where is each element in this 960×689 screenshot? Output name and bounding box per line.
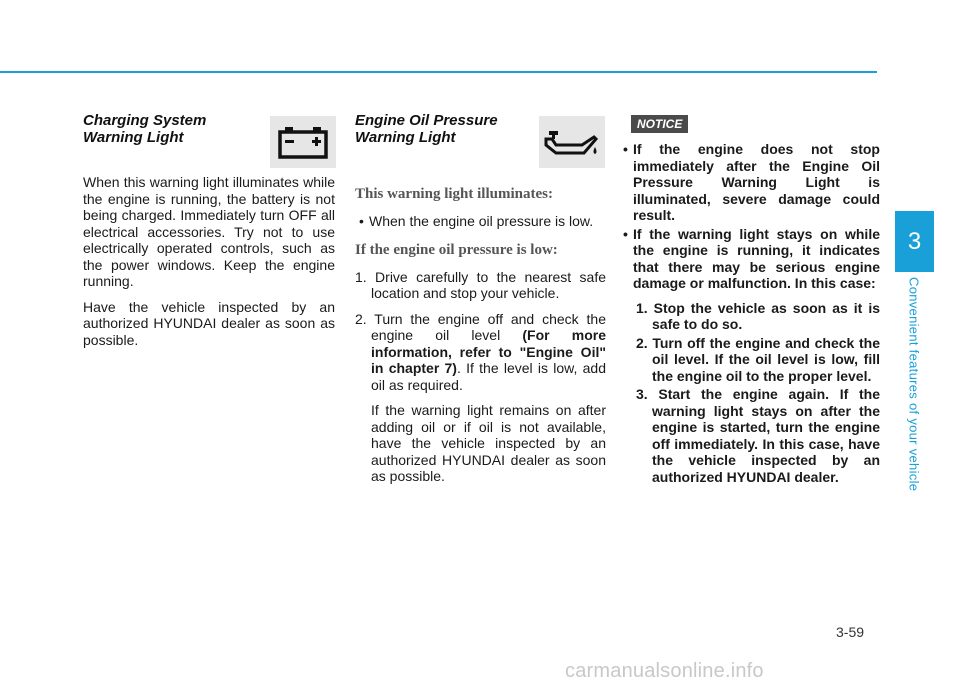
notice-steps <box>614 300 880 486</box>
illuminates-list <box>355 213 606 230</box>
notice-step-2: 2. Turn off the engine and check the oil level. If the oil level is low, fill the engine oil to the proper level. <box>636 334 880 384</box>
dealer-advice: Have the vehicle inspected by an authorized HYUNDAI dealer as soon as possible. <box>83 298 335 348</box>
list-item: • If the engine does not stop immediately after the Engine Oil Pressure Warning Light is illuminated, severe damage could result. <box>614 141 880 224</box>
chapter-title <box>901 277 927 497</box>
notice-badge: NOTICE <box>631 115 688 133</box>
title-line-1: Charging System <box>83 112 207 129</box>
notice-step-3: 3. Start the engine again. If the warning light stays on after the engine is started, turn the engine off immediately. In this case, have the vehicle inspected by an authorized HYUNDAI dealer. <box>636 386 880 485</box>
oil-can-icon <box>539 116 605 168</box>
low-pressure-steps <box>355 269 606 394</box>
notice-step-1: 1. Stop the vehicle as soon as it is safe to do so. <box>636 299 880 332</box>
page-number: 3-59 <box>836 624 865 640</box>
low-pressure-heading: If the engine oil pressure is low: <box>355 241 558 258</box>
step-2 <box>355 311 606 394</box>
list-item: • When the engine oil pressure is low. <box>355 213 606 230</box>
title-line-1: Engine Oil Pressure <box>355 112 498 129</box>
watermark: carmanualsonline.info <box>565 660 764 682</box>
battery-icon <box>270 116 336 168</box>
notice-section <box>614 108 880 487</box>
step-2-text: 2. Turn the engine off and check the engine oil level <box>355 310 606 343</box>
list-item: • If the warning light stays on while the engine is running, it indicates that there may be serious engine damage or malfunction. In this case: <box>614 226 880 292</box>
engine-oil-section <box>355 108 606 494</box>
title-line-2: Warning Light <box>355 129 456 146</box>
step-2-text-end: . If the level is low, add oil as required. <box>371 360 606 393</box>
section-header <box>83 112 335 174</box>
section-header <box>355 112 606 174</box>
step-2-reference: (For more information, refer to "Engine Oil" in chapter 7) <box>371 327 606 376</box>
chapter-tab: 3 <box>895 211 934 272</box>
header-rule <box>0 71 877 73</box>
chapter-title-text: Convenient features of your vehicle <box>906 277 922 492</box>
step-2-followup: If the warning light remains on after adding oil or if oil is not available, have the vehicle inspected by an authorized HYUNDAI dealer as soon as possible. <box>371 402 606 484</box>
title-line-2: Warning Light <box>83 129 184 146</box>
notice-list <box>614 141 880 292</box>
illuminates-heading: This warning light illuminates: <box>355 186 553 202</box>
step-1: 1. Drive carefully to the nearest safe location and stop your vehicle. <box>355 268 606 301</box>
charging-system-section <box>83 108 335 357</box>
warning-description: When this warning light illuminates while the engine is running, the battery is not being charged. Immediately turn OFF all electrical accessories. Try not to use electrically operated controls, such as the power windows. Keep the engine running. <box>83 174 335 289</box>
